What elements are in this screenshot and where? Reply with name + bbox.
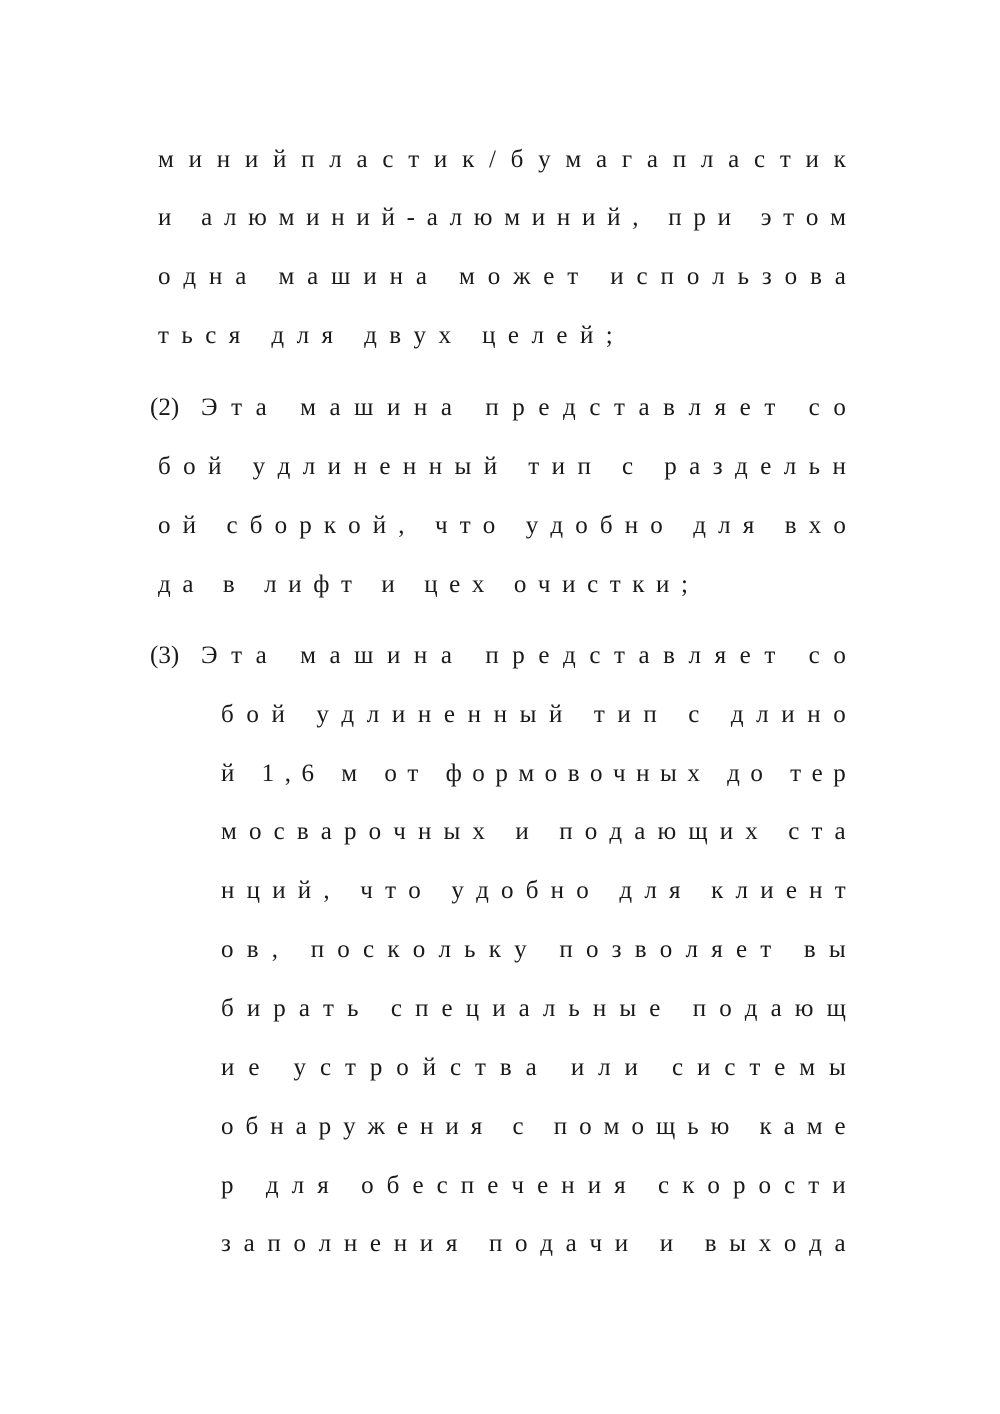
text-line-8: д а в л и ф т и ц е х о ч и с т к и ; [158,571,688,598]
text-line-1: м и н и й п л а с т и к / б у м а г а п л а с т и к [158,146,846,173]
text-line-4: т ь с я д л я д в у х ц е л е й ; [158,322,613,349]
text-line-2: и а л ю м и н и й - а л ю м и н и й , п р и э т о м [158,204,846,231]
text-line-17: о б н а р у ж е н и я с п о м о щ ь ю к а м е [221,1113,846,1140]
text-line-9: Э т а м а ш и н а п р е д с т а в л я е т с о [201,642,846,669]
text-line-10: б о й у д л и н е н н ы й т и п с д л и н о [221,701,846,728]
text-line-12: м о с в а р о ч н ы х и п о д а ю щ и х с т а [221,818,846,845]
text-line-18: р д л я о б е с п е ч е н и я с к о р о с т и [221,1172,846,1199]
list-marker-2: (2) [150,394,180,421]
text-line-11: й 1 , 6 м о т ф о р м о в о ч н ы х д о т е р [221,760,846,787]
text-line-7: о й с б о р к о й , ч т о у д о б н о д л я в х о [158,512,846,539]
text-line-3: о д н а м а ш и н а м о ж е т и с п о л ь з о в а [158,263,846,290]
text-line-16: и е у с т р о й с т в а и л и с и с т е м ы [221,1054,846,1081]
text-line-13: н ц и й , ч т о у д о б н о д л я к л и е н т [221,877,846,904]
text-line-15: б и р а т ь с п е ц и а л ь н ы е п о д а ю щ [221,995,846,1022]
text-line-6: б о й у д л и н е н н ы й т и п с р а з д е л ь н [158,453,846,480]
text-line-19: з а п о л н е н и я п о д а ч и и в ы х о д а [221,1230,846,1257]
text-line-14: о в , п о с к о л ь к у п о з в о л я е т в ы [221,936,846,963]
text-line-5: Э т а м а ш и н а п р е д с т а в л я е т с о [201,394,846,421]
list-marker-3: (3) [150,642,180,669]
